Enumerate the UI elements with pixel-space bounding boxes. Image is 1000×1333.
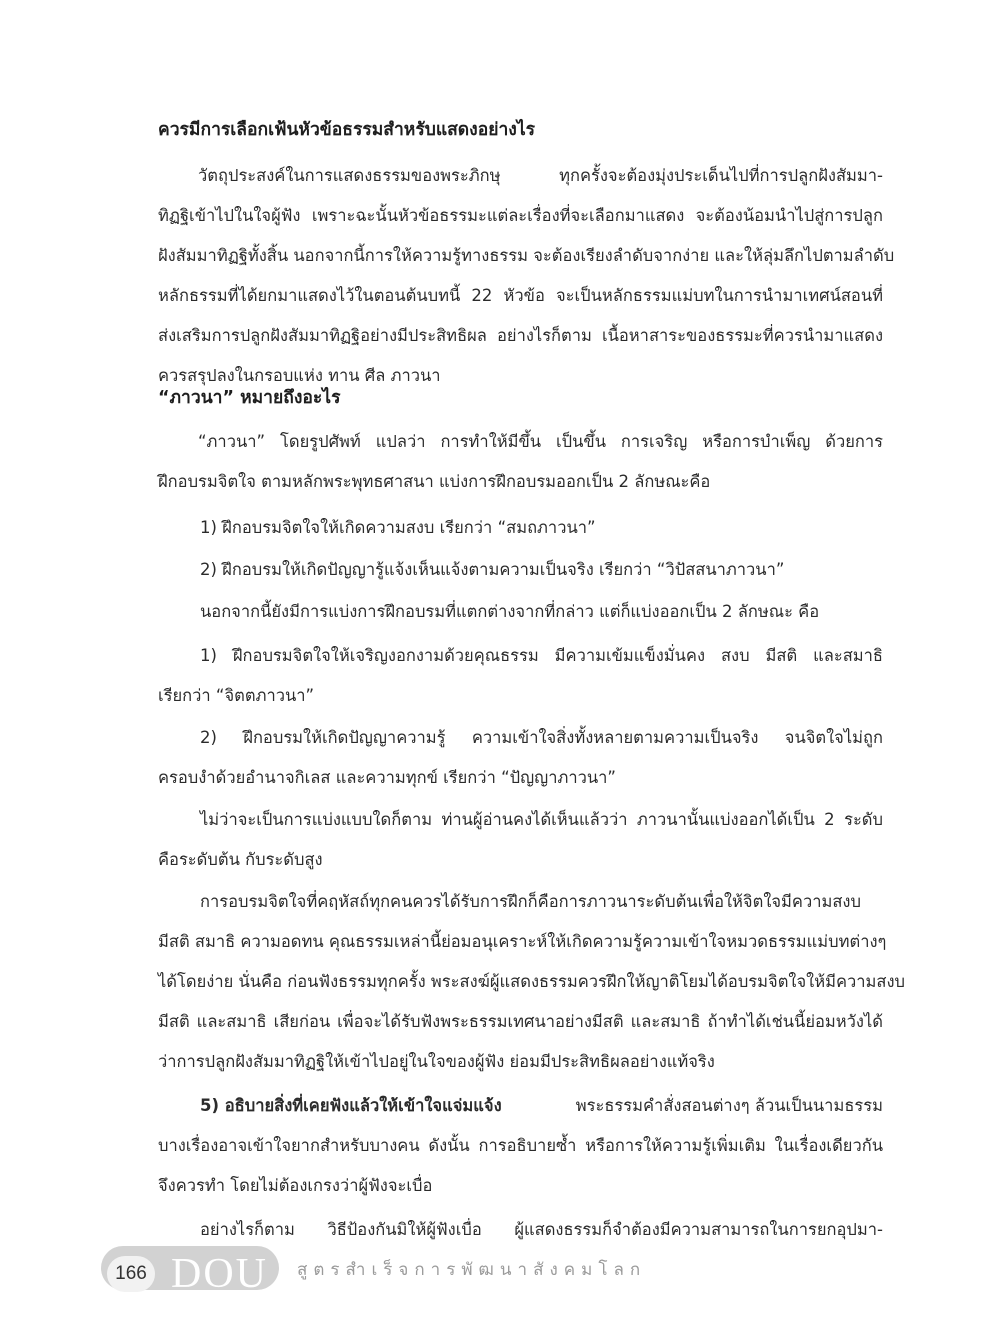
paragraph-line: มีสติ และสมาธิ เสียก่อน เพื่อจะได้รับฟังพระธรรมเทศนาอย่างมีสติ และสมาธิ ถ้าทำได้เช่นนี้ย่อมหวังได้ xyxy=(158,1012,883,1031)
paragraph-line: ส่งเสริมการปลูกฝังสัมมาทิฏฐิอย่างมีประสิทธิผล อย่างไรก็ตาม เนื้อหาสาระของธรรมะที่ควรนำมาแสดง xyxy=(158,326,883,345)
subsection-heading: “ภาวนา” หมายถึงอะไร xyxy=(158,388,341,408)
paragraph-line: การอบรมจิตใจที่คฤหัสถ์ทุกคนควรได้รับการฝึกก็คือการภาวนาระดับต้นเพื่อให้จิตใจมีความสงบ xyxy=(200,892,861,911)
numbered-point-title: 5) อธิบายสิ่งที่เคยฟังแล้วให้เข้าใจแจ่มแจ้ง xyxy=(200,1096,502,1115)
paragraph-line: ฝึกอบรมจิตใจ ตามหลักพระพุทธศาสนา แบ่งการฝึกอบรมออกเป็น 2 ลักษณะคือ xyxy=(158,472,711,491)
list-item: 2) ฝึกอบรมให้เกิดปัญญาความรู้ ความเข้าใจสิ่งทั้งหลายตามความเป็นจริง จนจิตใจไม่ถูก xyxy=(200,728,883,747)
list-item: 2) ฝึกอบรมให้เกิดปัญญารู้แจ้งเห็นแจ้งตามความเป็นจริง เรียกว่า “วิปัสสนาภาวนา” xyxy=(200,560,785,579)
paragraph-line: อย่างไรก็ตาม วิธีป้องกันมิให้ผู้ฟังเบื่อ ผู้แสดงธรรมก็จำต้องมีความสามารถในการยกอุปมา- xyxy=(200,1220,883,1239)
paragraph-line: ไม่ว่าจะเป็นการแบ่งแบบใดก็ตาม ท่านผู้อ่านคงได้เห็นแล้วว่า ภาวนานั้นแบ่งออกได้เป็น 2 ระดับ xyxy=(200,810,883,829)
section-heading: ควรมีการเลือกเฟ้นหัวข้อธรรมสำหรับแสดงอย่างไร xyxy=(158,120,536,140)
paragraph-text: พระธรรมคำสั่งสอนต่างๆ ล้วนเป็นนามธรรม xyxy=(575,1096,883,1115)
list-item: 1) ฝึกอบรมจิตใจให้เจริญงอกงามด้วยคุณธรรม มีความเข้มแข็งมั่นคง สงบ มีสติ และสมาธิ xyxy=(200,646,883,665)
list-item-continued: เรียกว่า “จิตตภาวนา” xyxy=(158,686,315,705)
list-item: 1) ฝึกอบรมจิตใจให้เกิดความสงบ เรียกว่า “สมถภาวนา” xyxy=(200,518,596,537)
book-title: สูตรสำเร็จการพัฒนาสังคมโลก xyxy=(297,1260,647,1280)
paragraph-line: คือระดับต้น กับระดับสูง xyxy=(158,850,323,869)
paragraph-line: บางเรื่องอาจเข้าใจยากสำหรับบางคน ดังนั้น การอธิบายซ้ำ หรือการให้ความรู้เพิ่มเติม ในเรื่องเดียวกัน xyxy=(158,1136,883,1155)
paragraph-line: ทิฏฐิเข้าไปในใจผู้ฟัง เพราะฉะนั้นหัวข้อธรรมะแต่ละเรื่องที่จะเลือกมาแสดง จะต้องน้อมนำไปสู่การปลูก xyxy=(158,206,883,225)
paragraph-line: ควรสรุปลงในกรอบแห่ง ทาน ศีล ภาวนา xyxy=(158,366,441,385)
paragraph-line: นอกจากนี้ยังมีการแบ่งการฝึกอบรมที่แตกต่างจากที่กล่าว แต่ก็แบ่งออกเป็น 2 ลักษณะ คือ xyxy=(200,602,820,621)
paragraph-line: ว่าการปลูกฝังสัมมาทิฏฐิให้เข้าไปอยู่ในใจของผู้ฟัง ย่อมมีประสิทธิผลอย่างแท้จริง xyxy=(158,1052,715,1071)
paragraph-line: หลักธรรมที่ได้ยกมาแสดงไว้ในตอนต้นบทนี้ 22 หัวข้อ จะเป็นหลักธรรมแม่บทในการนำมาเทศน์สอนที่ xyxy=(158,286,883,305)
paragraph-line: “ภาวนา” โดยรูปศัพท์ แปลว่า การทำให้มีขึ้น เป็นขึ้น การเจริญ หรือการบำเพ็ญ ด้วยการ xyxy=(198,432,883,451)
dou-logo: DOU xyxy=(171,1251,268,1297)
paragraph-line: ได้โดยง่าย นั่นคือ ก่อนฟังธรรมทุกครั้ง พระสงฆ์ผู้แสดงธรรมควรฝึกให้ญาติโยมได้อบรมจิตใจให้มีความสงบ xyxy=(158,972,905,991)
paragraph-line: มีสติ สมาธิ ความอดทน คุณธรรมเหล่านี้ย่อมอนุเคราะห์ให้เกิดความรู้ความเข้าใจหมวดธรรมแม่บทต่างๆ xyxy=(158,932,887,951)
page-badge xyxy=(101,1246,279,1297)
paragraph-line: วัตถุประสงค์ในการแสดงธรรมของพระภิกษุ ทุกครั้งจะต้องมุ่งประเด็นไปที่การปลูกฝังสัมมา- xyxy=(198,166,883,185)
paragraph-line xyxy=(200,1094,883,1118)
paragraph-line: ฝังสัมมาทิฏฐิทั้งสิ้น นอกจากนี้การให้ความรู้ทางธรรม จะต้องเรียงลำดับจากง่าย และให้ลุ่มลึกไปตามลำดับ xyxy=(158,246,895,265)
list-item-continued: ครอบงำด้วยอำนาจกิเลส และความทุกข์ เรียกว่า “ปัญญาภาวนา” xyxy=(158,768,616,787)
page-footer xyxy=(101,1240,701,1297)
page-number: 166 xyxy=(107,1256,155,1292)
paragraph-line: จึงควรทำ โดยไม่ต้องเกรงว่าผู้ฟังจะเบื่อ xyxy=(158,1176,433,1195)
